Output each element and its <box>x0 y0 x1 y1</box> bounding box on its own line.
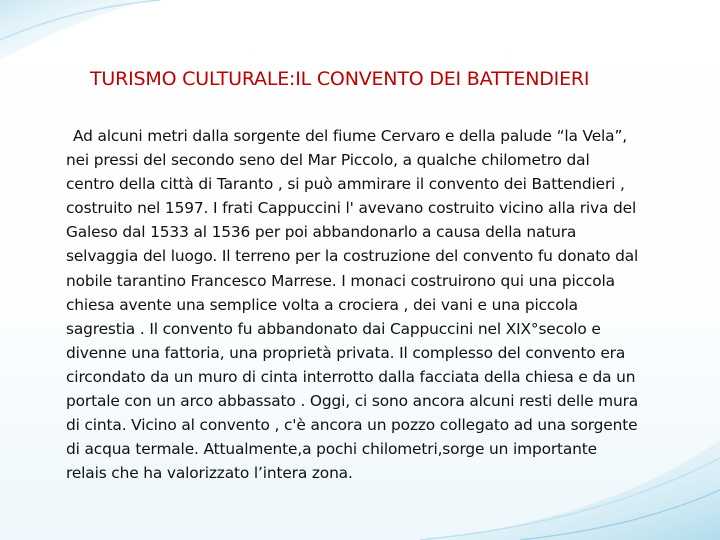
body-line: relais che ha valorizzato l’intera zona. <box>66 464 353 483</box>
body-line: Ad alcuni metri dalla sorgente del fiume Cervaro e della palude “la Vela”, <box>73 127 628 145</box>
body-line: sagrestia . Il convento fu abbandonato dai Cappuccini nel XIX°secolo e <box>66 319 601 338</box>
body-line: chiesa avente una semplice volta a crociera , dei vani e una piccola <box>66 295 578 314</box>
body-line: di cinta. Vicino al convento , c'è ancora un pozzo collegato ad una sorgente <box>66 416 638 435</box>
body-line: centro della città di Taranto , si può ammirare il convento dei Battendieri , <box>66 175 625 194</box>
top-left-wave <box>0 0 150 60</box>
body-line: divenne una fattoria, una proprietà privata. Il complesso del convento era <box>66 343 626 362</box>
body-line: nobile tarantino Francesco Marrese. I monaci costruirono qui una piccola <box>66 271 615 290</box>
body-line: di acqua termale. Attualmente,a pochi chilometri,sorge un importante <box>66 440 597 459</box>
highlight-convento: il convento dei Battendieri <box>415 175 616 194</box>
highlight-cervaro: Cervaro <box>380 127 441 145</box>
highlight-la-vela: la Vela <box>564 127 615 145</box>
body-line: Galeso dal 1533 al 1536 per poi abbandonarlo a causa della natura <box>66 223 577 242</box>
body-line: circondato da un muro di cinta interrotto dalla facciata della chiesa e da un <box>66 367 636 386</box>
page-title: TURISMO CULTURALE:IL CONVENTO DEI BATTENDIERI <box>90 68 590 90</box>
body-line: costruito nel 1597. I frati Cappuccini l' avevano costruito vicino alla riva del <box>66 199 637 218</box>
body-line: selvaggia del luogo. Il terreno per la costruzione del convento fu donato dal <box>66 247 639 266</box>
body-line: nei pressi del secondo seno del Mar Piccolo, a qualche chilometro dal <box>66 151 590 170</box>
body-paragraph <box>66 124 696 485</box>
body-line: portale con un arco abbassato . Oggi, ci sono ancora alcuni resti delle mura <box>66 392 639 411</box>
